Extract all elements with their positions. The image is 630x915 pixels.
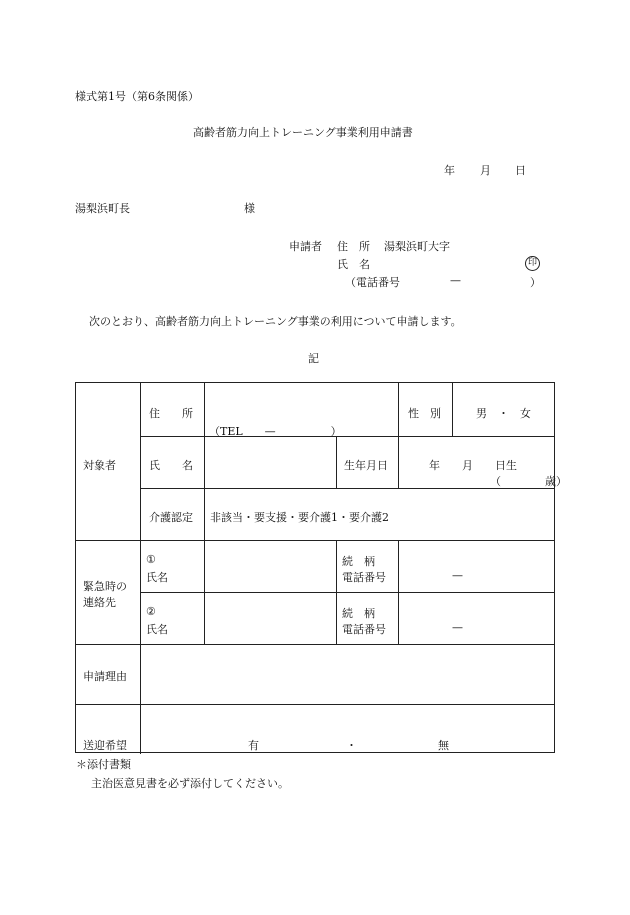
transport-separator: ・: [346, 739, 357, 752]
seal-icon: 印: [525, 255, 540, 271]
subject-label: 対象者: [83, 459, 116, 472]
contact1-name-label: 氏名: [146, 571, 168, 584]
page-title: 高齢者筋力向上トレーニング事業利用申請書: [193, 126, 413, 139]
applicant-label: 申請者: [289, 240, 322, 253]
birth-label: 生年月日: [344, 459, 388, 472]
date-day-label: 日: [515, 164, 526, 177]
addressee-suffix: 様: [244, 202, 255, 215]
contact1-phone-dash: —: [452, 569, 463, 582]
care-options[interactable]: 非該当・要支援・要介護1・要介護2: [210, 511, 389, 524]
contact1-number: ①: [146, 553, 156, 566]
contact2-phone-label: 電話番号: [342, 623, 386, 636]
emergency-label-line2: 連絡先: [83, 596, 116, 609]
applicant-phone-open: （電話番号: [345, 276, 400, 289]
applicant-name-label: 氏 名: [337, 258, 370, 271]
intro-text: 次のとおり、高齢者筋力向上トレーニング事業の利用について申請します。: [89, 315, 462, 328]
contact1-relation-label: 続 柄: [342, 555, 375, 568]
contact2-relation-label: 続 柄: [342, 607, 375, 620]
date-month-label: 月: [480, 164, 491, 177]
attachment-note: 主治医意見書を必ず添付してください。: [91, 777, 289, 790]
transport-no[interactable]: 無: [438, 739, 449, 752]
transport-label: 送迎希望: [83, 739, 127, 752]
attachment-title: ＊添付書類: [76, 758, 131, 771]
address-label: 住 所: [149, 407, 193, 420]
applicant-phone-dash: —: [450, 274, 461, 287]
date-year-label: 年: [444, 164, 455, 177]
sex-options[interactable]: 男 ・ 女: [476, 407, 531, 420]
applicant-address-value: 湯梨浜町大字: [384, 240, 450, 253]
age-value: （ 歳）: [490, 475, 567, 488]
applicant-phone-close: ）: [530, 276, 541, 289]
application-table: [75, 382, 567, 753]
applicant-address-label: 住 所: [337, 240, 370, 253]
tel-text: （TEL — ）: [209, 425, 342, 438]
reason-label: 申請理由: [83, 670, 127, 683]
emergency-label-line1: 緊急時の: [83, 580, 127, 593]
form-number: 様式第1号（第6条関係）: [75, 90, 199, 103]
care-label: 介護認定: [149, 511, 193, 524]
name-label: 氏 名: [149, 459, 193, 472]
contact2-name-label: 氏名: [146, 623, 168, 636]
contact2-phone-dash: —: [452, 621, 463, 634]
birth-value: 年 月 日生: [429, 459, 517, 472]
transport-yes[interactable]: 有: [248, 739, 259, 752]
ki-label: 記: [308, 352, 319, 365]
contact1-phone-label: 電話番号: [342, 571, 386, 584]
sex-label: 性 別: [408, 407, 441, 420]
addressee: 湯梨浜町長: [75, 202, 130, 215]
contact2-number: ②: [146, 605, 156, 618]
